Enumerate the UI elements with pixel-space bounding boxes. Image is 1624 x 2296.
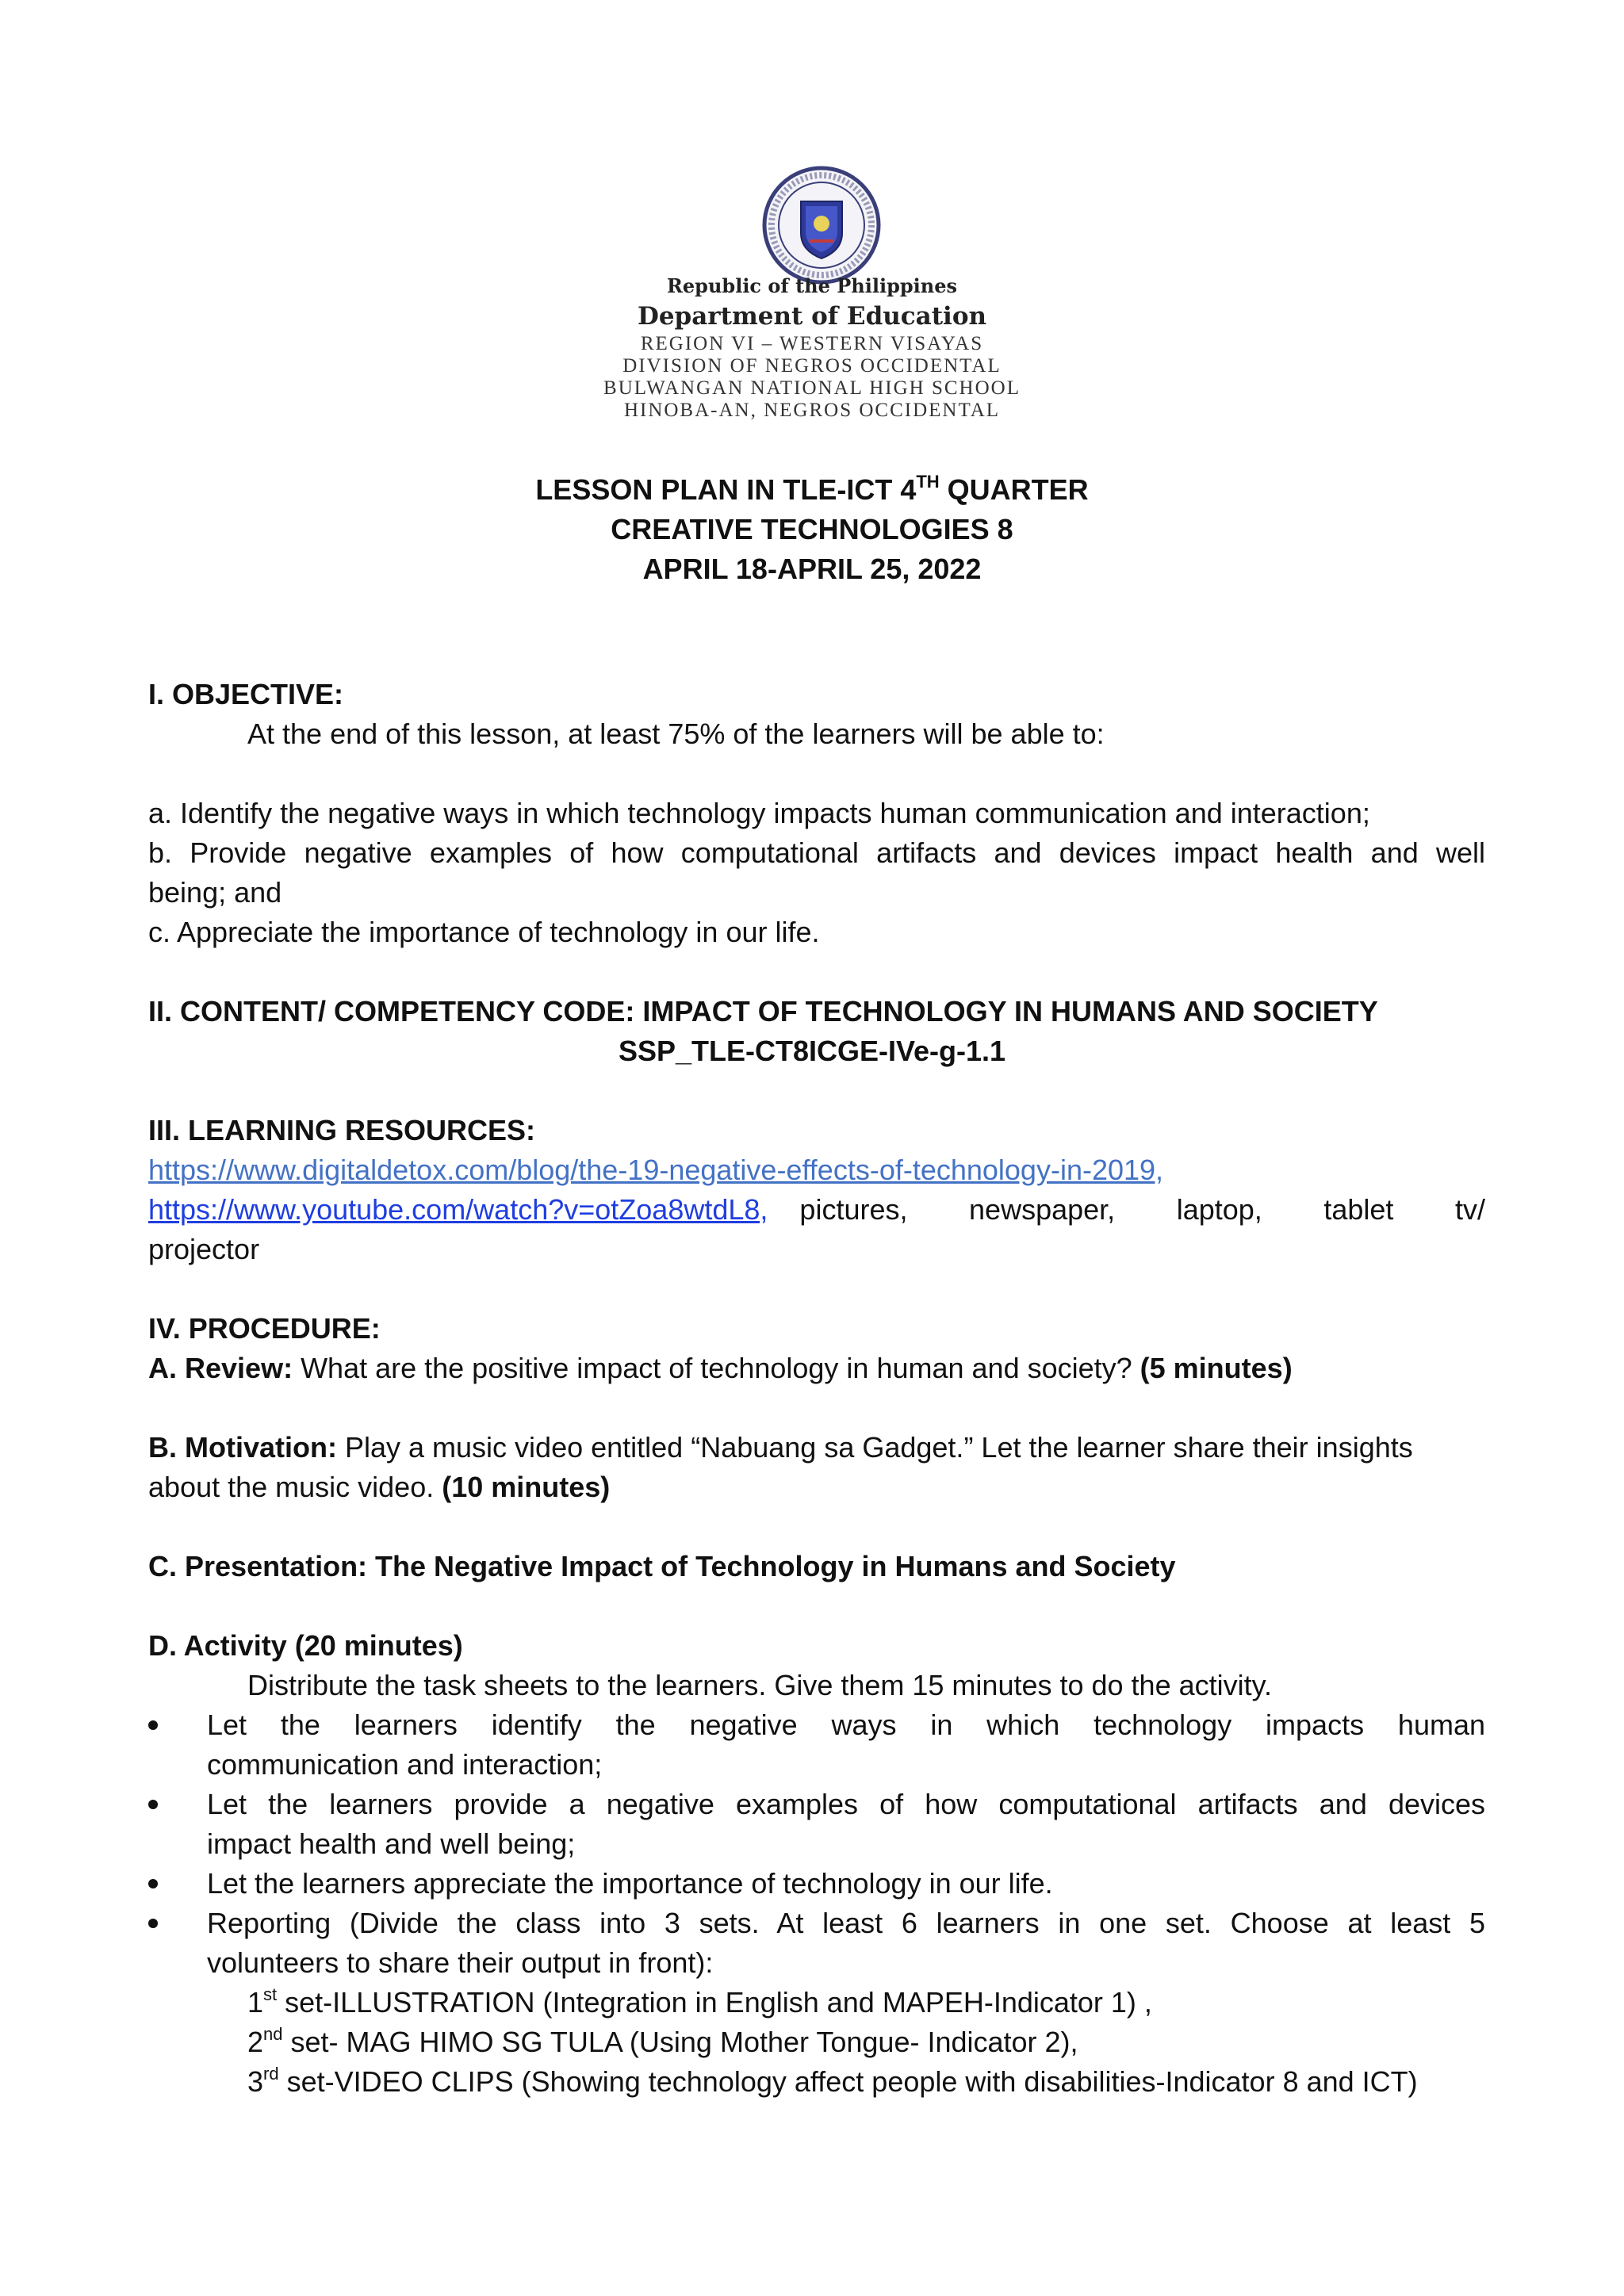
set-2-text: set- MAG HIMO SG TULA (Using Mother Tongue- Indicator 2),: [282, 2026, 1078, 2058]
content-heading: II. CONTENT/ COMPETENCY CODE: IMPACT OF TECHNOLOGY IN HUMANS AND SOCIETY: [148, 995, 1378, 1027]
resource-materials: pictures, newspaper, laptop, tablet tv/: [799, 1193, 1485, 1226]
bullet-4-line-2: volunteers to share their output in front):: [207, 1946, 714, 1979]
bullet-dot: [148, 1919, 158, 1928]
set-3-number: 3: [247, 2065, 264, 2098]
header-division: DIVISION OF NEGROS OCCIDENTAL: [622, 355, 1002, 377]
bullet-2-line-2: impact health and well being;: [207, 1827, 576, 1860]
resources-heading: III. LEARNING RESOURCES:: [148, 1114, 536, 1146]
review-text: What are the positive impact of technology in human and society?: [293, 1352, 1140, 1384]
set-3: [247, 2061, 1485, 2102]
competency-code: SSP_TLE-CT8ICGE-IVe-g-1.1: [618, 1035, 1006, 1067]
title-line-1: [0, 470, 1624, 510]
header-school: BULWANGAN NATIONAL HIGH SCHOOL: [603, 377, 1021, 399]
activity-intro: Distribute the task sheets to the learners. Give them 15 minutes to do the activity.: [247, 1669, 1272, 1701]
set-3-suffix: rd: [263, 2064, 279, 2084]
motivation-label: B. Motivation:: [148, 1431, 337, 1464]
motivation-text-1: Play a music video entitled “Nabuang sa Gadget.” Let the learner share their insights: [336, 1431, 1413, 1464]
header-republic: Republic of the Philippines: [666, 274, 958, 297]
title-quarter-suffix: QUARTER: [939, 473, 1089, 506]
title-quarter-text: LESSON PLAN IN TLE-ICT 4: [535, 473, 917, 506]
header-department: Department of Education: [637, 302, 987, 331]
resource-materials-2: projector: [148, 1233, 260, 1265]
activity-heading: D. Activity (20 minutes): [148, 1629, 463, 1662]
set-2-suffix: nd: [263, 2024, 283, 2044]
objective-heading: I. OBJECTIVE:: [148, 678, 344, 710]
review-label: A. Review:: [148, 1352, 293, 1384]
set-1-number: 1: [247, 1986, 264, 2019]
bullet-dot: [148, 1879, 158, 1888]
objective-c: c. Appreciate the importance of technology in our life.: [148, 916, 820, 948]
resource-link-2-row: [148, 1189, 1485, 1230]
bullet-1-line-2: communication and interaction;: [207, 1748, 603, 1781]
resource-link-1[interactable]: https://www.digitaldetox.com/blog/the-19-negative-effects-of-technology-in-2019,: [148, 1154, 1164, 1186]
bullet-4-line-1: Reporting (Divide the class into 3 sets. At least 6 learners in one set. Choose at least 5: [207, 1907, 1485, 1939]
review-time: (5 minutes): [1139, 1352, 1293, 1384]
objective-b-line-2: being; and: [148, 876, 282, 909]
resource-link-2[interactable]: https://www.youtube.com/watch?v=otZoa8wtdL8,: [148, 1193, 768, 1226]
motivation-line-2: [148, 1467, 1485, 1507]
objective-a: a. Identify the negative ways in which technology impacts human communication and interaction;: [148, 797, 1370, 829]
set-1-text: set-ILLUSTRATION (Integration in English and MAPEH-Indicator 1) ,: [277, 1986, 1152, 2019]
procedure-heading: IV. PROCEDURE:: [148, 1312, 381, 1345]
bullet-1-line-1: Let the learners identify the negative ways in which technology impacts human: [207, 1709, 1485, 1741]
set-1: [247, 1982, 1485, 2022]
header-region: REGION VI – WESTERN VISAYAS: [640, 333, 984, 354]
motivation-text-2: about the music video.: [148, 1471, 442, 1503]
header-location: HINOBA-AN, NEGROS OCCIDENTAL: [623, 400, 1001, 421]
review-line: [148, 1348, 1485, 1388]
objective-intro: At the end of this lesson, at least 75% of the learners will be able to:: [247, 718, 1105, 750]
set-1-suffix: st: [263, 1984, 278, 2004]
bullet-2-line-1: Let the learners provide a negative examples of how computational artifacts and devices: [207, 1788, 1485, 1820]
title-line-3: APRIL 18-APRIL 25, 2022: [642, 553, 982, 585]
presentation-line: C. Presentation: The Negative Impact of Technology in Humans and Society: [148, 1550, 1176, 1582]
objective-b-line-1: b. Provide negative examples of how computational artifacts and devices impact health and well: [148, 836, 1485, 869]
set-2: [247, 2022, 1485, 2062]
set-2-number: 2: [247, 2026, 264, 2058]
resource-link-1-row: [148, 1150, 1485, 1190]
bullet-dot: [148, 1720, 158, 1730]
bullet-3: Let the learners appreciate the importance of technology in our life.: [207, 1867, 1053, 1900]
title-superscript: TH: [916, 472, 940, 492]
title-line-2: CREATIVE TECHNOLOGIES 8: [611, 513, 1013, 545]
set-3-text: set-VIDEO CLIPS (Showing technology affect people with disabilities-Indicator 8 and ICT): [278, 2065, 1418, 2098]
motivation-line-1: [148, 1427, 1485, 1468]
motivation-time: (10 minutes): [442, 1471, 611, 1503]
bullet-dot: [148, 1800, 158, 1809]
deped-seal-logo: [761, 165, 882, 285]
